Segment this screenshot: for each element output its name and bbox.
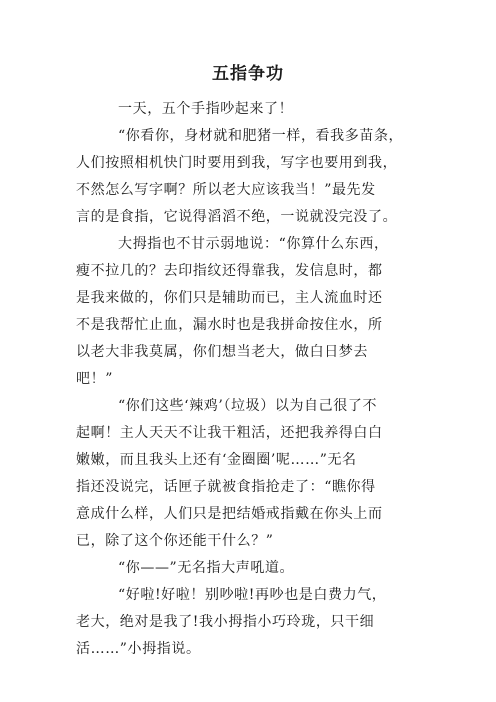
text-line: 人们按照相机快门时要用到我，写字也要用到我， — [76, 155, 398, 171]
text-line: 是我来做的，你们只是辅助而已，主人流血时还 — [76, 290, 383, 306]
text-line: “你们这些‘辣鸡’（垃圾）以为自己很了不 — [118, 398, 378, 414]
text-line: 瘦不拉几的？去印指纹还得靠我，发信息时，都 — [76, 263, 383, 279]
text-line: 起啊！主人天天不让我干粗活，还把我养得白白 — [76, 425, 383, 441]
text-line: 活……”小拇指说。 — [76, 641, 201, 657]
text-line: 不是我帮忙止血，漏水时也是我拼命按住水，所 — [76, 317, 383, 333]
text-line: 嫩嫩，而且我头上还有‘金圈圈’呢……”无名 — [76, 452, 357, 468]
text-line: 不然怎么写字啊？所以老大应该我当！”最先发 — [76, 182, 376, 198]
text-line: “你——”无名指大声吼道。 — [118, 560, 295, 576]
text-line: 吧！” — [76, 371, 113, 387]
text-line: 一天，五个手指吵起来了！ — [118, 101, 294, 117]
text-line: 言的是食指，它说得滔滔不绝，一说就没完没了。 — [76, 209, 398, 225]
text-line: 意成什么样，人们只是把结婚戒指戴在你头上而 — [76, 506, 383, 522]
text-line: 大拇指也不甘示弱地说：“你算什么东西， — [118, 236, 389, 252]
text-line: “你看你，身材就和肥猪一样，看我多苗条， — [118, 128, 404, 144]
text-line: “好啦!好啦！别吵啦!再吵也是白费力气， — [118, 587, 387, 603]
document-title: 五指争功 — [212, 64, 284, 84]
text-line: 老大，绝对是我了!我小拇指小巧玲珑，只干细 — [76, 614, 375, 630]
text-line: 指还没说完，话匣子就被食指抢走了：“瞧你得 — [76, 479, 376, 495]
text-line: 已，除了这个你还能干什么？” — [76, 533, 274, 549]
text-line: 以老大非我莫属，你们想当老大，做白日梦去 — [76, 344, 368, 360]
